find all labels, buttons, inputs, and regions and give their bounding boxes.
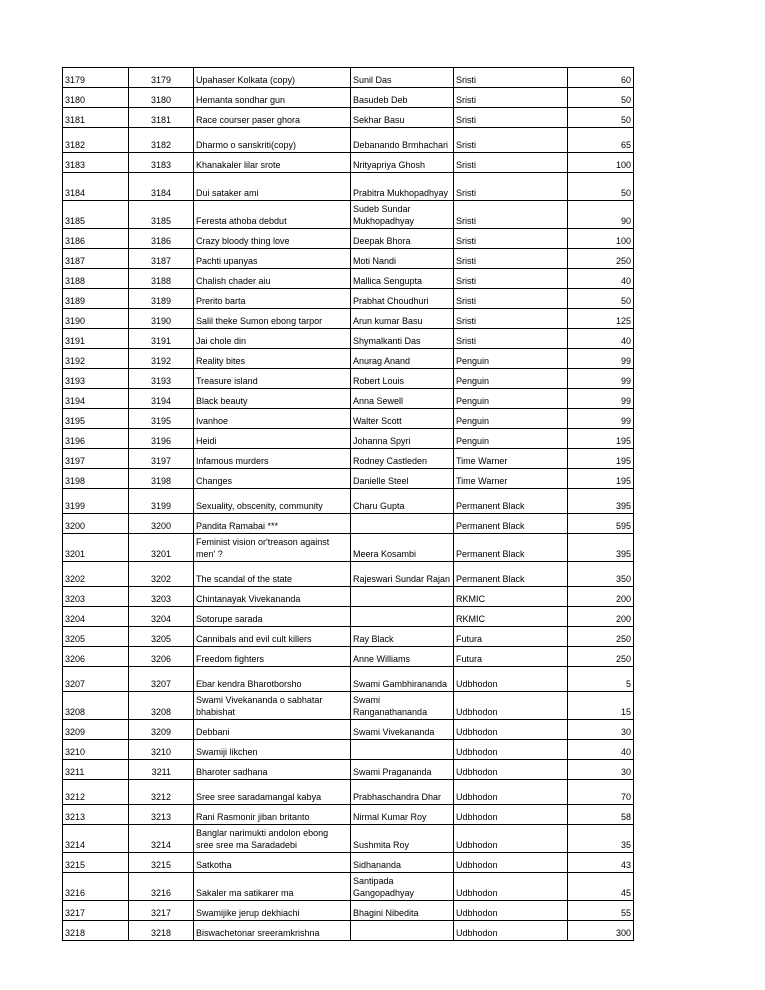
author-cell: Santipada Gangopadhyay [351,873,454,901]
price-cell: 99 [568,349,634,369]
accession-number-cell: 3214 [129,825,194,853]
author-cell: Walter Scott [351,409,454,429]
book-title-cell: The scandal of the state [194,562,351,587]
row-number-cell: 3187 [63,249,129,269]
publisher-cell: Udbhodon [454,921,568,941]
row-number-cell: 3194 [63,389,129,409]
table-row [63,647,634,667]
accession-number-cell: 3190 [129,309,194,329]
accession-number-cell: 3183 [129,153,194,173]
accession-number-cell: 3211 [129,760,194,780]
book-title-cell: Pandita Ramabai *** [194,514,351,534]
book-title-cell: Changes [194,469,351,489]
book-title-cell: Dharmo o sanskriti(copy) [194,128,351,153]
price-cell: 595 [568,514,634,534]
table-row [63,627,634,647]
book-title-cell: Sree sree saradamangal kabya [194,780,351,805]
table-row [63,692,634,720]
row-number-cell: 3181 [63,108,129,128]
author-cell: Swami Ranganathananda [351,692,454,720]
accession-number-cell: 3217 [129,901,194,921]
row-number-cell: 3199 [63,489,129,514]
accession-number-cell: 3185 [129,201,194,229]
price-cell: 5 [568,667,634,692]
publisher-cell: Udbhodon [454,720,568,740]
table-row [63,853,634,873]
accession-number-cell: 3194 [129,389,194,409]
row-number-cell: 3203 [63,587,129,607]
book-title-cell: Cannibals and evil cult killers [194,627,351,647]
author-cell: Meera Kosambi [351,534,454,562]
row-number-cell: 3211 [63,760,129,780]
book-title-cell: Satkotha [194,853,351,873]
book-title-cell: Crazy bloody thing love [194,229,351,249]
book-title-cell: Sotorupe sarada [194,607,351,627]
table-row [63,289,634,309]
publisher-cell: Sristi [454,269,568,289]
book-title-cell: Bharoter sadhana [194,760,351,780]
table-row [63,873,634,901]
author-cell: Nirmal Kumar Roy [351,805,454,825]
row-number-cell: 3190 [63,309,129,329]
author-cell: Bhagini Nibedita [351,901,454,921]
publisher-cell: Udbhodon [454,692,568,720]
author-cell [351,921,454,941]
author-cell [351,740,454,760]
table-row [63,68,634,88]
row-number-cell: 3200 [63,514,129,534]
price-cell: 70 [568,780,634,805]
row-number-cell: 3206 [63,647,129,667]
publisher-cell: Udbhodon [454,667,568,692]
table-row [63,469,634,489]
accession-number-cell: 3196 [129,429,194,449]
row-number-cell: 3185 [63,201,129,229]
book-title-cell: Feminist vision or'treason against men' ? [194,534,351,562]
author-cell: Debanando Brmhachari [351,128,454,153]
row-number-cell: 3198 [63,469,129,489]
accession-number-cell: 3193 [129,369,194,389]
price-cell: 45 [568,873,634,901]
table-row [63,607,634,627]
accession-number-cell: 3189 [129,289,194,309]
author-cell: Moti Nandi [351,249,454,269]
book-title-cell: Feresta athoba debdut [194,201,351,229]
accession-number-cell: 3192 [129,349,194,369]
row-number-cell: 3186 [63,229,129,249]
accession-number-cell: 3208 [129,692,194,720]
book-title-cell: Infamous murders [194,449,351,469]
row-number-cell: 3180 [63,88,129,108]
author-cell: Prabitra Mukhopadhyay [351,173,454,201]
price-cell: 200 [568,587,634,607]
author-cell: Swami Vivekananda [351,720,454,740]
book-title-cell: Freedom fighters [194,647,351,667]
row-number-cell: 3215 [63,853,129,873]
price-cell: 58 [568,805,634,825]
book-title-cell: Debbani [194,720,351,740]
accession-number-cell: 3209 [129,720,194,740]
price-cell: 15 [568,692,634,720]
author-cell: Sunil Das [351,68,454,88]
price-cell: 30 [568,720,634,740]
author-cell: Sushmita Roy [351,825,454,853]
table-row [63,587,634,607]
book-title-cell: Chalish chader aiu [194,269,351,289]
book-title-cell: Upahaser Kolkata (copy) [194,68,351,88]
book-title-cell: Race courser paser ghora [194,108,351,128]
author-cell: Swami Gambhirananda [351,667,454,692]
publisher-cell: Sristi [454,309,568,329]
price-cell: 30 [568,760,634,780]
price-cell: 195 [568,429,634,449]
accession-number-cell: 3187 [129,249,194,269]
publisher-cell: Futura [454,647,568,667]
author-cell: Anurag Anand [351,349,454,369]
author-cell: Sudeb Sundar Mukhopadhyay [351,201,454,229]
row-number-cell: 3196 [63,429,129,449]
accession-number-cell: 3206 [129,647,194,667]
publisher-cell: Permanent Black [454,562,568,587]
accession-number-cell: 3202 [129,562,194,587]
accession-number-cell: 3210 [129,740,194,760]
book-title-cell: Heidi [194,429,351,449]
publisher-cell: Penguin [454,389,568,409]
book-title-cell: Banglar narimukti andolon ebong sree sree ma Saradadebi [194,825,351,853]
row-number-cell: 3209 [63,720,129,740]
publisher-cell: Sristi [454,108,568,128]
row-number-cell: 3214 [63,825,129,853]
author-cell [351,587,454,607]
table-row [63,534,634,562]
publisher-cell: RKMIC [454,587,568,607]
publisher-cell: Sristi [454,68,568,88]
book-title-cell: Pachti upanyas [194,249,351,269]
author-cell: Prabhaschandra Dhar [351,780,454,805]
row-number-cell: 3197 [63,449,129,469]
accession-number-cell: 3198 [129,469,194,489]
author-cell: Sidhananda [351,853,454,873]
table-row [63,901,634,921]
price-cell: 99 [568,409,634,429]
publisher-cell: Udbhodon [454,853,568,873]
row-number-cell: 3208 [63,692,129,720]
publisher-cell: Time Warner [454,469,568,489]
author-cell: Anne Williams [351,647,454,667]
publisher-cell: Udbhodon [454,825,568,853]
accession-number-cell: 3213 [129,805,194,825]
accession-number-cell: 3205 [129,627,194,647]
table-row [63,173,634,201]
author-cell: Nrityapriya Ghosh [351,153,454,173]
book-title-cell: Reality bites [194,349,351,369]
book-title-cell: Biswachetonar sreeramkrishna [194,921,351,941]
accession-number-cell: 3218 [129,921,194,941]
publisher-cell: Sristi [454,289,568,309]
price-cell: 65 [568,128,634,153]
row-number-cell: 3201 [63,534,129,562]
publisher-cell: Penguin [454,349,568,369]
price-cell: 40 [568,269,634,289]
author-cell: Basudeb Deb [351,88,454,108]
book-title-cell: Swamijike jerup dekhiachi [194,901,351,921]
author-cell [351,514,454,534]
row-number-cell: 3216 [63,873,129,901]
author-cell: Ray Black [351,627,454,647]
row-number-cell: 3189 [63,289,129,309]
table-row [63,825,634,853]
book-title-cell: Prerito barta [194,289,351,309]
book-title-cell: Chintanayak Vivekananda [194,587,351,607]
publisher-cell: Udbhodon [454,760,568,780]
publisher-cell: Sristi [454,229,568,249]
row-number-cell: 3212 [63,780,129,805]
price-cell: 200 [568,607,634,627]
row-number-cell: 3191 [63,329,129,349]
accession-number-cell: 3199 [129,489,194,514]
table-row [63,369,634,389]
publisher-cell: RKMIC [454,607,568,627]
table-row [63,153,634,173]
row-number-cell: 3182 [63,128,129,153]
row-number-cell: 3202 [63,562,129,587]
book-catalog-table [62,67,634,941]
row-number-cell: 3183 [63,153,129,173]
book-title-cell: Black beauty [194,389,351,409]
row-number-cell: 3195 [63,409,129,429]
publisher-cell: Sristi [454,173,568,201]
book-title-cell: Ebar kendra Bharotborsho [194,667,351,692]
publisher-cell: Sristi [454,329,568,349]
price-cell: 250 [568,627,634,647]
row-number-cell: 3204 [63,607,129,627]
price-cell: 195 [568,449,634,469]
accession-number-cell: 3195 [129,409,194,429]
book-title-cell: Sakaler ma satikarer ma [194,873,351,901]
price-cell: 395 [568,489,634,514]
row-number-cell: 3188 [63,269,129,289]
publisher-cell: Permanent Black [454,489,568,514]
table-row [63,349,634,369]
publisher-cell: Udbhodon [454,780,568,805]
price-cell: 35 [568,825,634,853]
accession-number-cell: 3184 [129,173,194,201]
author-cell: Charu Gupta [351,489,454,514]
author-cell: Sekhar Basu [351,108,454,128]
accession-number-cell: 3197 [129,449,194,469]
author-cell: Rajeswari Sundar Rajan [351,562,454,587]
accession-number-cell: 3186 [129,229,194,249]
publisher-cell: Permanent Black [454,514,568,534]
accession-number-cell: 3207 [129,667,194,692]
author-cell [351,607,454,627]
table-row [63,128,634,153]
price-cell: 195 [568,469,634,489]
accession-number-cell: 3203 [129,587,194,607]
price-cell: 90 [568,201,634,229]
table-body [63,68,634,941]
book-title-cell: Treasure island [194,369,351,389]
accession-number-cell: 3215 [129,853,194,873]
table-row [63,921,634,941]
author-cell: Robert Louis [351,369,454,389]
table-row [63,562,634,587]
book-title-cell: Ivanhoe [194,409,351,429]
accession-number-cell: 3182 [129,128,194,153]
price-cell: 50 [568,173,634,201]
price-cell: 99 [568,389,634,409]
table-row [63,249,634,269]
table-row [63,229,634,249]
row-number-cell: 3213 [63,805,129,825]
author-cell: Prabhat Choudhuri [351,289,454,309]
book-title-cell: Sexuality, obscenity, community [194,489,351,514]
price-cell: 43 [568,853,634,873]
price-cell: 125 [568,309,634,329]
author-cell: Shymalkanti Das [351,329,454,349]
price-cell: 50 [568,108,634,128]
table-row [63,760,634,780]
price-cell: 40 [568,740,634,760]
table-row [63,429,634,449]
table-row [63,409,634,429]
table-row [63,514,634,534]
book-title-cell: Hemanta sondhar gun [194,88,351,108]
row-number-cell: 3207 [63,667,129,692]
table-row [63,780,634,805]
accession-number-cell: 3200 [129,514,194,534]
price-cell: 395 [568,534,634,562]
author-cell: Swami Pragananda [351,760,454,780]
table-row [63,269,634,289]
author-cell: Anna Sewell [351,389,454,409]
row-number-cell: 3192 [63,349,129,369]
publisher-cell: Permanent Black [454,534,568,562]
publisher-cell: Udbhodon [454,901,568,921]
publisher-cell: Sristi [454,88,568,108]
price-cell: 100 [568,229,634,249]
table-row [63,108,634,128]
accession-number-cell: 3201 [129,534,194,562]
publisher-cell: Sristi [454,201,568,229]
row-number-cell: 3218 [63,921,129,941]
table-row [63,389,634,409]
table-row [63,329,634,349]
price-cell: 60 [568,68,634,88]
book-title-cell: Dui sataker ami [194,173,351,201]
price-cell: 300 [568,921,634,941]
book-title-cell: Swami Vivekananda o sabhatar bhabishat [194,692,351,720]
accession-number-cell: 3179 [129,68,194,88]
publisher-cell: Udbhodon [454,873,568,901]
book-title-cell: Salil theke Sumon ebong tarpor [194,309,351,329]
accession-number-cell: 3180 [129,88,194,108]
price-cell: 55 [568,901,634,921]
row-number-cell: 3179 [63,68,129,88]
price-cell: 99 [568,369,634,389]
price-cell: 350 [568,562,634,587]
publisher-cell: Futura [454,627,568,647]
price-cell: 100 [568,153,634,173]
accession-number-cell: 3216 [129,873,194,901]
author-cell: Johanna Spyri [351,429,454,449]
publisher-cell: Udbhodon [454,740,568,760]
price-cell: 250 [568,647,634,667]
table-row [63,740,634,760]
author-cell: Deepak Bhora [351,229,454,249]
publisher-cell: Sristi [454,128,568,153]
publisher-cell: Penguin [454,369,568,389]
publisher-cell: Penguin [454,429,568,449]
table-row [63,201,634,229]
book-title-cell: Rani Rasmonir jiban britanto [194,805,351,825]
price-cell: 40 [568,329,634,349]
publisher-cell: Sristi [454,153,568,173]
author-cell: Arun kumar Basu [351,309,454,329]
publisher-cell: Time Warner [454,449,568,469]
price-cell: 250 [568,249,634,269]
row-number-cell: 3193 [63,369,129,389]
table-row [63,88,634,108]
accession-number-cell: 3191 [129,329,194,349]
row-number-cell: 3210 [63,740,129,760]
accession-number-cell: 3188 [129,269,194,289]
publisher-cell: Sristi [454,249,568,269]
table-row [63,489,634,514]
author-cell: Mallica Sengupta [351,269,454,289]
row-number-cell: 3184 [63,173,129,201]
table-row [63,449,634,469]
accession-number-cell: 3181 [129,108,194,128]
table-row [63,805,634,825]
publisher-cell: Udbhodon [454,805,568,825]
table-row [63,667,634,692]
price-cell: 50 [568,289,634,309]
author-cell: Rodney Castleden [351,449,454,469]
table-row [63,720,634,740]
table-row [63,309,634,329]
row-number-cell: 3205 [63,627,129,647]
accession-number-cell: 3212 [129,780,194,805]
row-number-cell: 3217 [63,901,129,921]
accession-number-cell: 3204 [129,607,194,627]
author-cell: Danielle Steel [351,469,454,489]
book-title-cell: Swamiji likchen [194,740,351,760]
price-cell: 50 [568,88,634,108]
book-title-cell: Jai chole din [194,329,351,349]
book-title-cell: Khanakaler lilar srote [194,153,351,173]
publisher-cell: Penguin [454,409,568,429]
